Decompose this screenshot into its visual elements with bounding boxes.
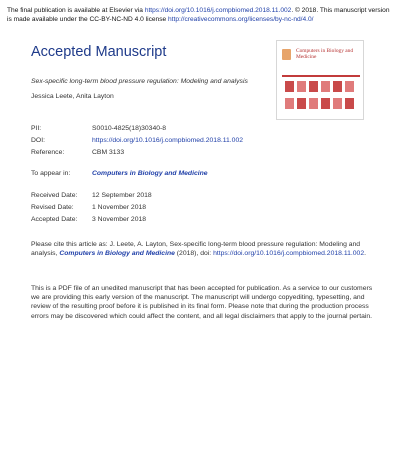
notice-middle: . © 2018. This manuscript version is made available under the CC-BY-NC-ND 4.0 license	[7, 7, 390, 23]
identifier-value: CBM 3133	[92, 149, 125, 156]
cover-tile	[345, 81, 354, 92]
paper-authors: Jessica Leete, Anita Layton	[31, 93, 114, 100]
date-label: Received Date:	[31, 192, 78, 199]
cover-tile	[333, 98, 342, 109]
to-appear-in	[31, 170, 208, 177]
disclaimer-paragraph: This is a PDF file of an unedited manuscript that has been accepted for publication. As a service to our customers we are providing this early version of the manuscript. The manuscript will undergo copyediting, typesetting, and review of the resulting proof before it is published in its final form. Please note that during the production process errors may be discovered which could affect the content, and all legal disclaimers that apply to the journal pertain.	[31, 285, 373, 320]
license-link[interactable]: http://creativecommons.org/licenses/by-nc-nd/4.0/	[168, 16, 314, 23]
journal-cover-thumbnail	[276, 40, 364, 120]
cover-tile	[333, 81, 342, 92]
publisher-logo-icon	[282, 49, 291, 60]
cover-tile	[321, 81, 330, 92]
identifier-label: Reference:	[31, 149, 65, 156]
citation-journal: Computers in Biology and Medicine	[59, 250, 175, 258]
citation-prefix: Please cite this article as: J. Leete, A. Layton, Sex-specific long-term blood pressure regulation: Modeling and analysis,	[31, 241, 361, 258]
cover-graphic	[285, 81, 357, 111]
to-appear-label: To appear in:	[31, 170, 71, 177]
cover-tile	[345, 98, 354, 109]
paper-title: Sex-specific long-term blood pressure regulation: Modeling and analysis	[31, 78, 248, 85]
cover-tile	[285, 98, 294, 109]
date-label: Revised Date:	[31, 204, 74, 211]
cover-journal-title: Computers in Biology and Medicine	[296, 48, 354, 61]
to-appear-journal: Computers in Biology and Medicine	[92, 170, 208, 177]
date-value: 1 November 2018	[92, 204, 147, 211]
citation-doi-link[interactable]: https://doi.org/10.1016/j.compbiomed.2018.11.002	[213, 250, 365, 258]
notice-doi-link[interactable]: https://doi.org/10.1016/j.compbiomed.2018.11.002	[144, 7, 292, 14]
date-value: 12 September 2018	[92, 192, 152, 199]
identifier-label: DOI:	[31, 137, 45, 144]
cover-divider	[282, 75, 360, 77]
identifier-value: S0010-4825(18)30340-8	[92, 125, 167, 132]
cover-tile	[309, 98, 318, 109]
cover-tile	[297, 98, 306, 109]
cover-tile	[297, 81, 306, 92]
cover-tile	[309, 81, 318, 92]
citation-middle: (2018), doi:	[174, 250, 214, 258]
doi-link[interactable]: https://doi.org/10.1016/j.compbiomed.2018.11.002	[92, 137, 244, 144]
cover-tile	[321, 98, 330, 109]
publication-notice	[7, 6, 395, 24]
notice-prefix: The final publication is available at Elsevier via	[7, 7, 145, 14]
date-value: 3 November 2018	[92, 216, 147, 223]
cover-tile	[285, 81, 294, 92]
citation-paragraph	[31, 240, 377, 258]
accepted-manuscript-heading: Accepted Manuscript	[31, 44, 167, 60]
date-label: Accepted Date:	[31, 216, 78, 223]
citation-suffix: .	[364, 250, 366, 258]
identifier-label: PII:	[31, 125, 42, 132]
